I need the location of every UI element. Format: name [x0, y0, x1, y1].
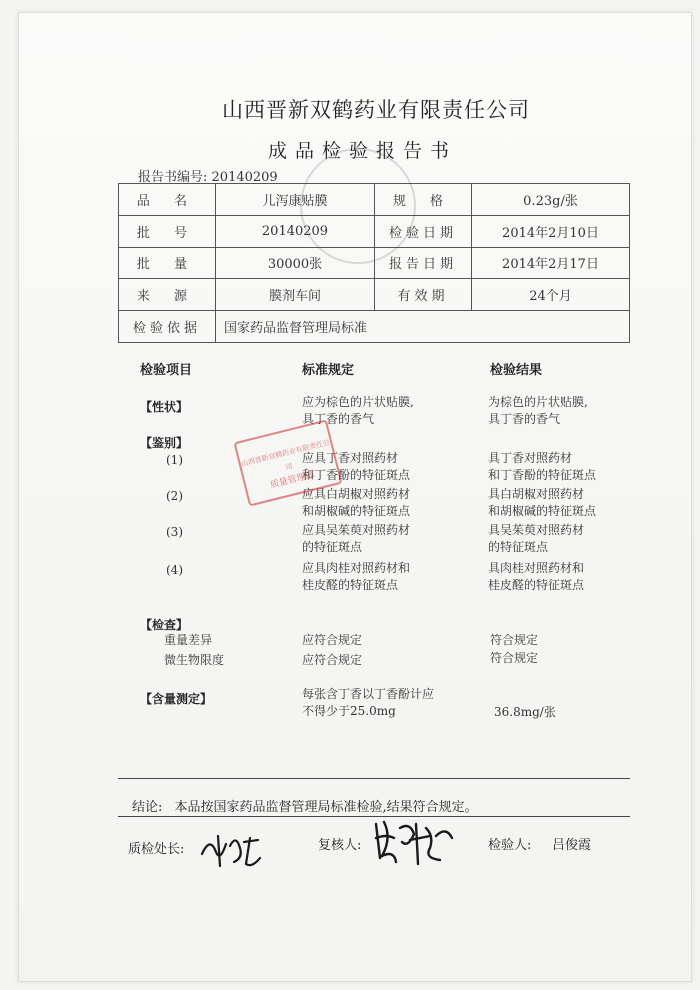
document-title: 成品检验报告书: [268, 140, 458, 162]
identification-result-2-line2: 和胡椒碱的特征斑点: [488, 504, 597, 518]
assay-standard: [302, 686, 434, 720]
properties-standard-line2: 具丁香的香气: [302, 412, 375, 426]
identification-standard-4: [302, 560, 410, 594]
identification-result-4-line1: 具肉桂对照药材和: [488, 561, 585, 575]
product-info-table: [118, 183, 630, 343]
batch-no-value: 20140209: [216, 215, 375, 247]
source-value: 膜剂车间: [216, 279, 375, 311]
column-result: 检验结果: [490, 363, 543, 378]
identification-standard-2: [302, 486, 410, 520]
properties-standard-line1: 应为棕色的片状贴膜,: [302, 395, 414, 409]
identification-label: 【鉴别】: [140, 436, 189, 450]
properties-label: 【性状】: [140, 400, 189, 414]
microbial-limit-result: 符合规定: [490, 651, 539, 665]
validity-label: 有效期: [375, 279, 472, 311]
properties-result-line1: 为棕色的片状贴膜,: [488, 395, 588, 409]
spec-value: 0.23g/张: [472, 184, 630, 216]
identification-result-3-line2: 的特征斑点: [488, 540, 549, 554]
column-standard: 标准规定: [302, 363, 355, 378]
quantity-value: 30000张: [216, 247, 375, 279]
batch-no-label: 批 号: [119, 215, 216, 247]
report-number-label: 报告书编号:: [138, 170, 208, 185]
assay-label: 【含量测定】: [140, 692, 213, 706]
basis-label: 检验依据: [119, 311, 216, 343]
assay-standard-line1: 每张含丁香以丁香酚计应: [302, 687, 435, 701]
identification-result-2-line1: 具白胡椒对照药材: [488, 487, 585, 501]
identification-result-3-line1: 具吴茱萸对照药材: [488, 523, 585, 537]
assay-result: 36.8mg/张: [494, 705, 556, 719]
product-name-value: 儿泻康贴膜: [216, 184, 375, 216]
identification-no-4: (4): [166, 563, 183, 577]
weight-variation-label: 重量差异: [164, 633, 213, 647]
validity-value: 24个月: [472, 279, 630, 311]
stamp-line2: 质量管理部: [269, 470, 316, 491]
divider-top: [118, 778, 630, 779]
identification-result-4: [488, 560, 584, 594]
report-number-value: 20140209: [211, 170, 278, 185]
inspect-date-label: 检验日期: [375, 215, 472, 247]
identification-no-1: (1): [166, 453, 183, 467]
spec-label: 规 格: [375, 184, 472, 216]
identification-result-1: [488, 450, 596, 484]
assay-standard-line2: 不得少于25.0mg: [302, 704, 396, 718]
properties-result-line2: 具丁香的香气: [488, 412, 561, 426]
identification-no-2: (2): [166, 489, 183, 503]
identification-result-1-line1: 具丁香对照药材: [488, 451, 573, 465]
identification-result-2: [488, 486, 596, 520]
weight-variation-standard: 应符合规定: [302, 633, 363, 647]
qc-head-signature: [196, 824, 276, 874]
inspector-name: 吕俊霞: [552, 838, 592, 853]
identification-no-3: (3): [166, 525, 183, 539]
source-label: 来 源: [119, 279, 216, 311]
microbial-limit-label: 微生物限度: [164, 653, 225, 667]
report-date-label: 报告日期: [375, 247, 472, 279]
identification-result-4-line2: 桂皮醛的特征斑点: [488, 578, 585, 592]
inspector-label: 检验人:: [488, 838, 532, 853]
qc-head-label: 质检处长:: [128, 842, 185, 857]
company-name: 山西晋新双鹤药业有限责任公司: [222, 98, 530, 122]
column-item: 检验项目: [140, 363, 193, 378]
identification-standard-4-line2: 桂皮醛的特征斑点: [302, 578, 399, 592]
identification-standard-3-line2: 的特征斑点: [302, 540, 363, 554]
weight-variation-result: 符合规定: [490, 633, 539, 647]
conclusion: [132, 796, 478, 815]
identification-standard-1-line2: 和丁香酚的特征斑点: [302, 468, 411, 482]
conclusion-label: 结论:: [132, 800, 163, 815]
check-label: 【检查】: [140, 618, 189, 632]
identification-standard-4-line1: 应具肉桂对照药材和: [302, 561, 411, 575]
stamp-line1: 山西晋新双鹤药业有限责任公司: [240, 438, 331, 472]
report-date-value: 2014年2月17日: [472, 247, 630, 279]
identification-standard-2-line1: 应具白胡椒对照药材: [302, 487, 411, 501]
basis-value: 国家药品监督管理局标准: [216, 311, 630, 343]
product-name-label: 品 名: [119, 184, 216, 216]
properties-result: [488, 394, 588, 428]
identification-result-3: [488, 522, 584, 556]
identification-result-1-line2: 和丁香酚的特征斑点: [488, 468, 597, 482]
identification-standard-2-line2: 和胡椒碱的特征斑点: [302, 504, 411, 518]
reviewer-label: 复核人:: [318, 838, 362, 853]
identification-standard-1-line1: 应具丁香对照药材: [302, 451, 399, 465]
conclusion-text: 本品按国家药品监督管理局标准检验,结果符合规定。: [174, 800, 478, 815]
inspect-date-value: 2014年2月10日: [472, 215, 630, 247]
microbial-limit-standard: 应符合规定: [302, 653, 363, 667]
reviewer-signature: [370, 814, 460, 870]
identification-standard-3: [302, 522, 410, 556]
identification-standard-3-line1: 应具吴茱萸对照药材: [302, 523, 411, 537]
quantity-label: 批 量: [119, 247, 216, 279]
